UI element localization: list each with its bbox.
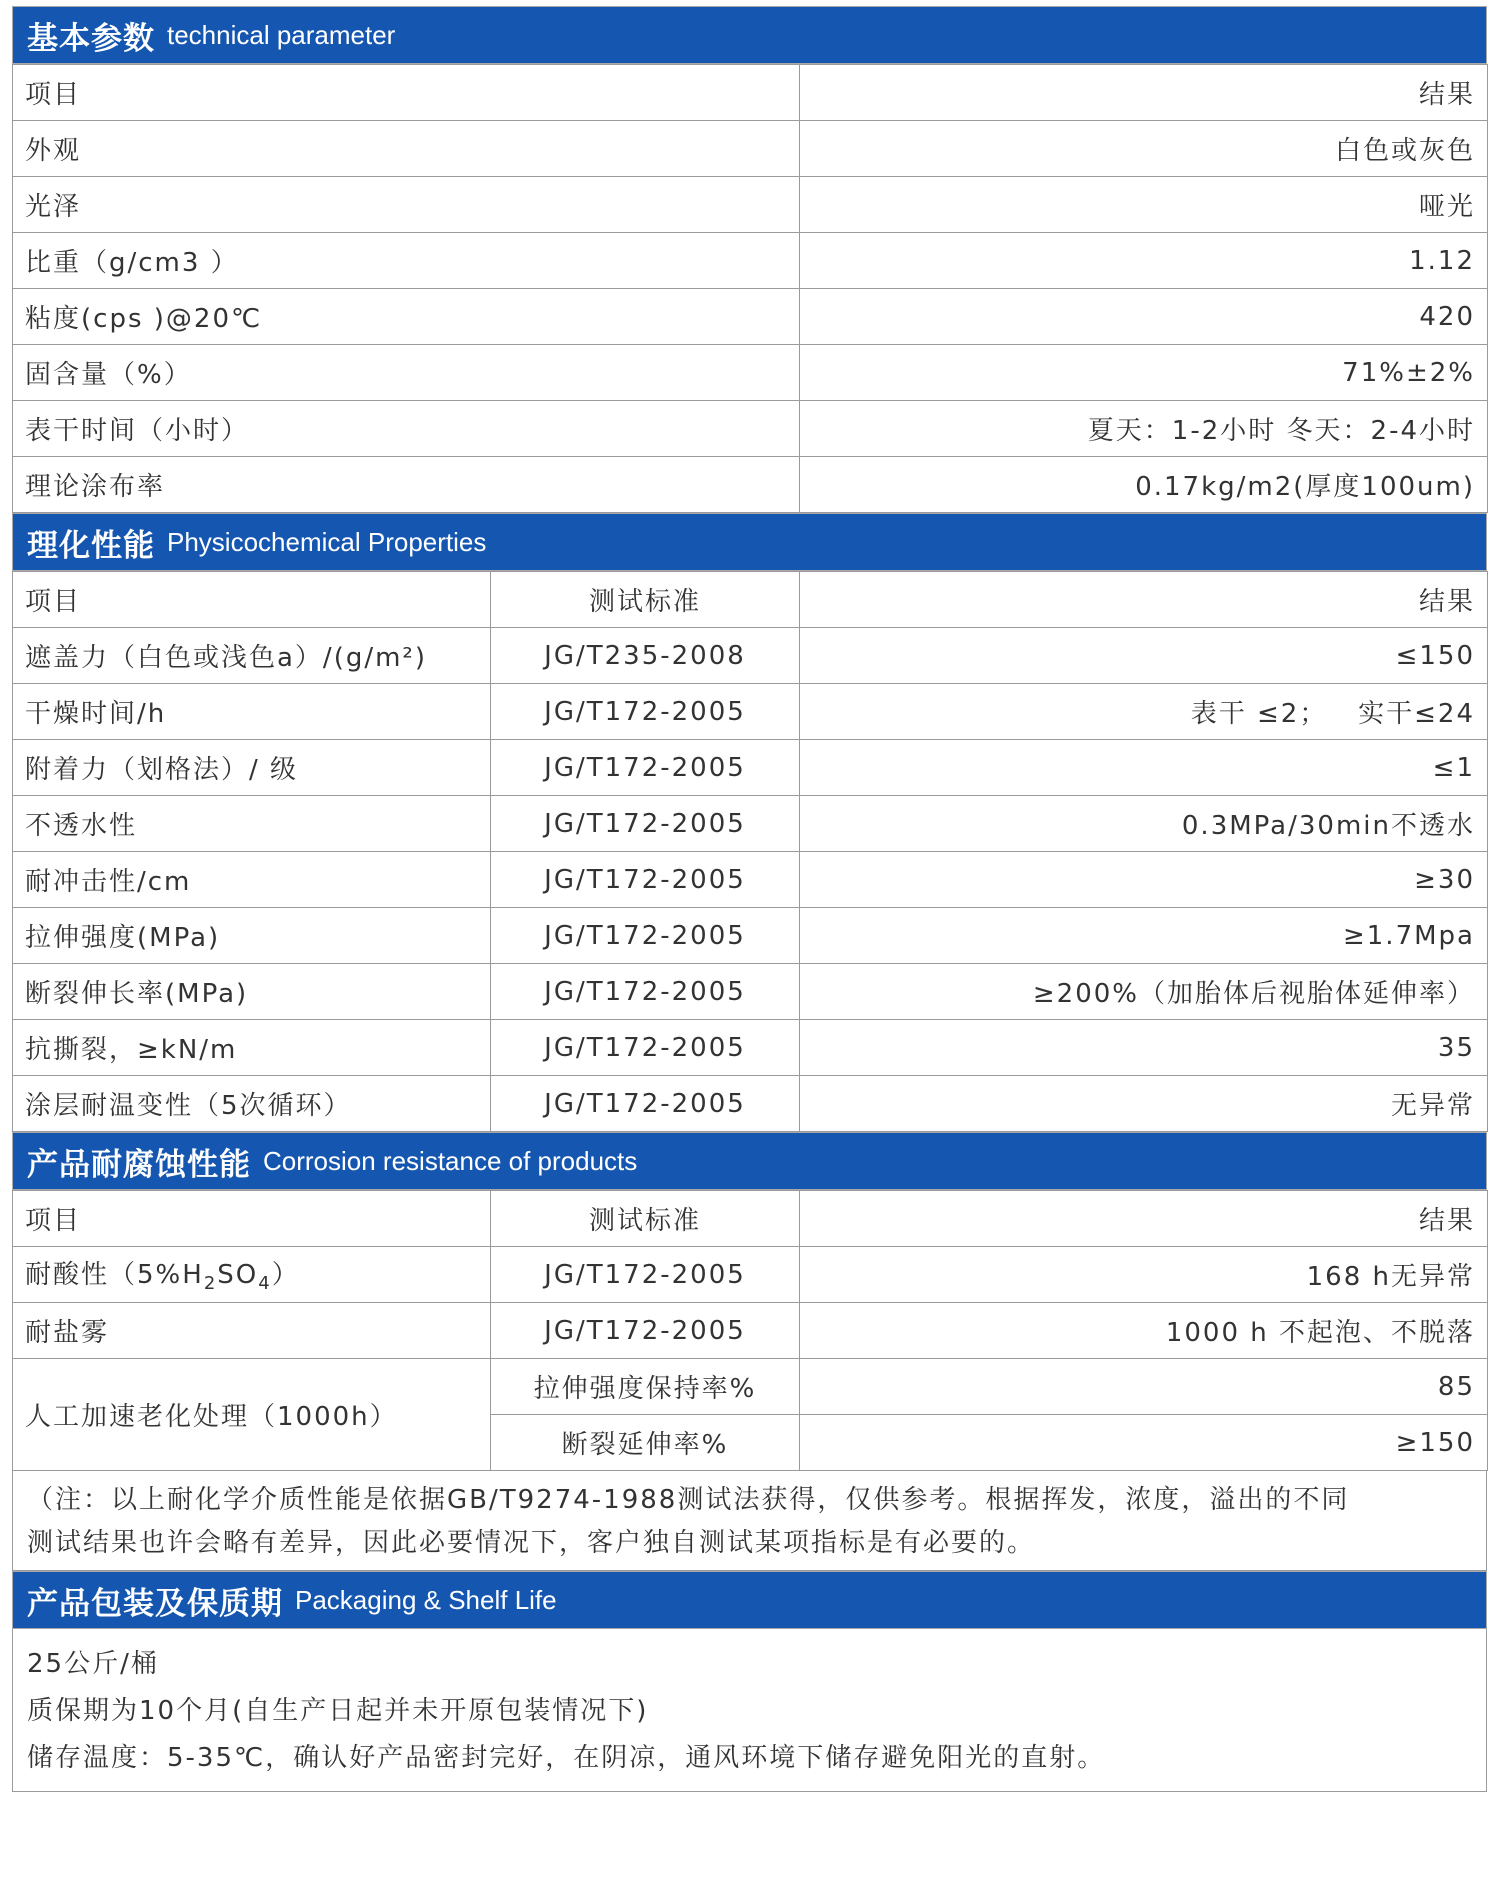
section-title-en: technical parameter: [167, 19, 396, 50]
row-item: 不透水性: [13, 796, 491, 852]
table-row: [13, 628, 1488, 684]
row-standard: JG/T172-2005: [491, 740, 800, 796]
table-row: [13, 740, 1488, 796]
table-row: [13, 852, 1488, 908]
section-title-zh: 基本参数: [27, 20, 155, 57]
table-row: [13, 1076, 1488, 1132]
section-title-zh: 理化性能: [27, 527, 155, 564]
header-result: 结果: [800, 572, 1488, 628]
section-header-physico: [12, 513, 1487, 571]
table-header-row: [13, 65, 1488, 121]
row-item: 粘度(cps )@20℃: [13, 289, 800, 345]
header-item: 项目: [13, 65, 800, 121]
acid-prefix: 耐酸性（5%H: [25, 1260, 204, 1291]
row-item-acid: [13, 1247, 491, 1303]
table-row: [13, 233, 1488, 289]
row-result: ≤1: [800, 740, 1488, 796]
row-item-aging: 人工加速老化处理（1000h）: [13, 1359, 491, 1471]
row-standard: JG/T172-2005: [491, 684, 800, 740]
row-standard: JG/T172-2005: [491, 1303, 800, 1359]
table-row: [13, 401, 1488, 457]
table-header-row: [13, 1191, 1488, 1247]
header-standard: 测试标准: [491, 1191, 800, 1247]
note-text: [12, 1471, 1487, 1571]
note-line: （注：以上耐化学介质性能是依据GB/T9274-1988测试法获得，仅供参考。根据挥发，浓度，溢出的不同: [27, 1485, 1350, 1515]
row-standard: JG/T172-2005: [491, 1247, 800, 1303]
row-item: 附着力（划格法）/ 级: [13, 740, 491, 796]
aging-sub-label: 断裂延伸率%: [491, 1415, 800, 1471]
row-item: 理论涂布率: [13, 457, 800, 513]
section-title-en: Packaging & Shelf Life: [295, 1584, 557, 1615]
table-row: [13, 289, 1488, 345]
row-item: 光泽: [13, 177, 800, 233]
physicochemical-table: [12, 571, 1488, 1132]
header-result: 结果: [800, 65, 1488, 121]
row-item: 耐盐雾: [13, 1303, 491, 1359]
table-row: [13, 1303, 1488, 1359]
row-result: 白色或灰色: [800, 121, 1488, 177]
spec-sheet: [12, 6, 1487, 1792]
section-header-packaging: [12, 1571, 1487, 1629]
header-result: 结果: [800, 1191, 1488, 1247]
row-result: ≥150: [800, 1415, 1488, 1471]
row-result: 35: [800, 1020, 1488, 1076]
header-item: 项目: [13, 1191, 491, 1247]
row-result: 夏天：1-2小时 冬天：2-4小时: [800, 401, 1488, 457]
table-row: [13, 964, 1488, 1020]
table-row: [13, 121, 1488, 177]
row-item: 表干时间（小时）: [13, 401, 800, 457]
table-row: [13, 1359, 1488, 1415]
section-title-zh: 产品耐腐蚀性能: [27, 1146, 251, 1183]
header-item: 项目: [13, 572, 491, 628]
section-title-zh: 产品包装及保质期: [27, 1585, 283, 1622]
row-result: 85: [800, 1359, 1488, 1415]
table-header-row: [13, 572, 1488, 628]
aging-sub-label: 拉伸强度保持率%: [491, 1359, 800, 1415]
section-title-en: Physicochemical Properties: [167, 526, 487, 557]
row-result: 无异常: [800, 1076, 1488, 1132]
row-standard: JG/T172-2005: [491, 1076, 800, 1132]
packaging-info: [12, 1629, 1487, 1792]
table-row: [13, 457, 1488, 513]
row-result: 71%±2%: [800, 345, 1488, 401]
row-standard: JG/T172-2005: [491, 908, 800, 964]
row-item: 抗撕裂，≥kN/m: [13, 1020, 491, 1076]
table-row: [13, 1020, 1488, 1076]
packaging-line: 质保期为10个月(自生产日起并未开原包装情况下): [27, 1696, 649, 1726]
row-result: 1000 h 不起泡、不脱落: [800, 1303, 1488, 1359]
row-item: 涂层耐温变性（5次循环）: [13, 1076, 491, 1132]
row-item: 外观: [13, 121, 800, 177]
acid-mid: SO: [217, 1260, 259, 1291]
row-standard: JG/T172-2005: [491, 796, 800, 852]
row-item: 比重（g/cm3 ）: [13, 233, 800, 289]
section-title-en: Corrosion resistance of products: [263, 1145, 638, 1176]
row-item: 耐冲击性/cm: [13, 852, 491, 908]
row-result: 0.3MPa/30min不透水: [800, 796, 1488, 852]
section-header-basic: [12, 6, 1487, 64]
acid-suffix: ）: [271, 1260, 300, 1291]
row-result: 哑光: [800, 177, 1488, 233]
row-item: 断裂伸长率(MPa): [13, 964, 491, 1020]
row-item: 拉伸强度(MPa): [13, 908, 491, 964]
header-standard: 测试标准: [491, 572, 800, 628]
row-item: 干燥时间/h: [13, 684, 491, 740]
row-item: 固含量（%）: [13, 345, 800, 401]
row-result: ≥1.7Mpa: [800, 908, 1488, 964]
row-standard: JG/T172-2005: [491, 964, 800, 1020]
row-result: ≤150: [800, 628, 1488, 684]
acid-sub-1: 2: [203, 1273, 218, 1295]
table-row: [13, 796, 1488, 852]
section-header-corrosion: [12, 1132, 1487, 1190]
row-item: 遮盖力（白色或浅色a）/(g/m²): [13, 628, 491, 684]
row-result: 0.17kg/m2(厚度100um): [800, 457, 1488, 513]
corrosion-table: [12, 1190, 1488, 1471]
table-row: [13, 908, 1488, 964]
basic-parameter-table: [12, 64, 1488, 513]
row-result: 表干 ≤2； 实干≤24: [800, 684, 1488, 740]
row-result: 1.12: [800, 233, 1488, 289]
row-result: ≥30: [800, 852, 1488, 908]
row-standard: JG/T172-2005: [491, 852, 800, 908]
acid-sub-2: 4: [258, 1273, 272, 1295]
note-line: 测试结果也许会略有差异，因此必要情况下，客户独自测试某项指标是有必要的。: [27, 1528, 1036, 1558]
table-row: [13, 1247, 1488, 1303]
packaging-line: 25公斤/桶: [27, 1649, 159, 1679]
row-standard: JG/T235-2008: [491, 628, 800, 684]
table-row: [13, 684, 1488, 740]
packaging-line: 储存温度：5-35℃，确认好产品密封完好，在阴凉，通风环境下储存避免阳光的直射。: [27, 1743, 1106, 1773]
row-standard: JG/T172-2005: [491, 1020, 800, 1076]
row-result: ≥200%（加胎体后视胎体延伸率）: [800, 964, 1488, 1020]
row-result: 168 h无异常: [800, 1247, 1488, 1303]
row-result: 420: [800, 289, 1488, 345]
table-row: [13, 177, 1488, 233]
table-row: [13, 345, 1488, 401]
